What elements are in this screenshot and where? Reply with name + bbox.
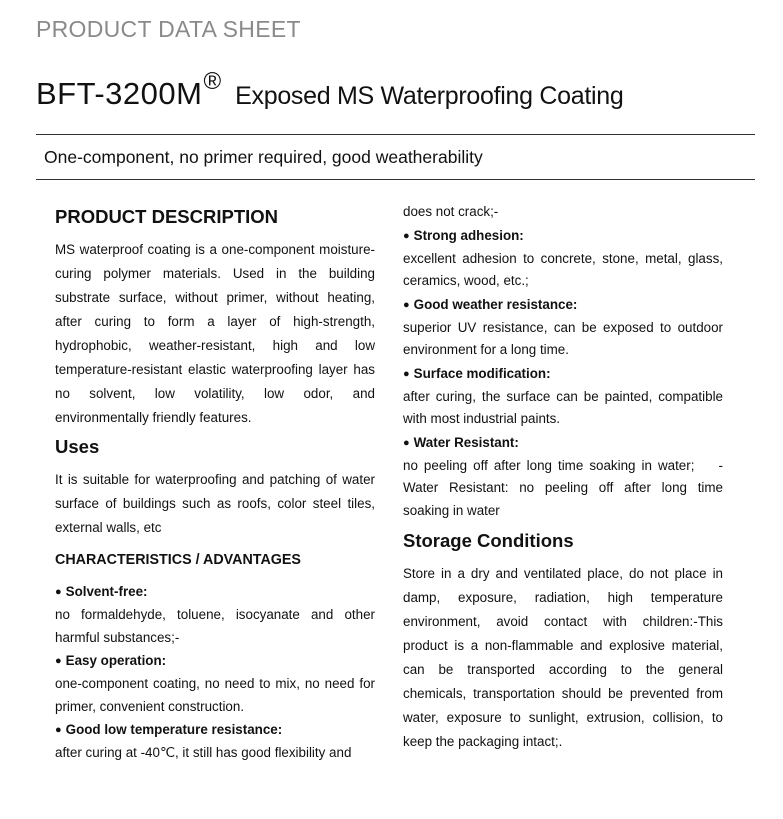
feature-title: ● Strong adhesion: <box>403 227 524 243</box>
product-title <box>36 68 623 112</box>
bullet-icon: ● <box>403 367 410 380</box>
feature-title: ● Surface modification: <box>403 365 551 381</box>
storage-text: Store in a dry and ventilated place, do not place in damp, exposure, radiation, high temperature environment, avoid contact with children:-This product is a non-flammable and explosive material, can be transported according to the general chemicals, transportation should be prevented from water, exposure to sunlight, extrusion, collision, to keep the packaging intact;. <box>403 566 723 749</box>
top-divider <box>36 134 755 135</box>
bullet-icon: ● <box>55 655 62 667</box>
feature-text: no peeling off after long time soaking in water; - Water Resistant: no peeling off after long time soaking in water <box>403 457 723 518</box>
characteristics-heading: CHARACTERISTICS / ADVANTAGES <box>55 552 301 568</box>
uses-text: It is suitable for waterproofing and patching of water surface of buildings such as roofs, color steel tiles, external walls, etc <box>55 472 375 535</box>
bullet-icon: ● <box>403 298 410 311</box>
left-column <box>55 204 375 765</box>
uses-heading: Uses <box>55 436 100 457</box>
feature-title: ● Good low temperature resistance: <box>55 722 283 737</box>
description-text: MS waterproof coating is a one-component moisture-curing polymer materials. Used in the building substrate surface, without primer, without heating, after curing to form a layer of high-strength, hydrophobic, weather-resistant, high and low temperature-resistant elastic waterproofing layer has no solvent, low volatility, low odor, and environmentally friendly features. <box>55 242 375 425</box>
feature-text: after curing at -40℃, it still has good flexibility and <box>55 745 352 760</box>
bullet-icon: ● <box>403 229 410 242</box>
bullet-icon: ● <box>403 436 410 449</box>
storage-heading: Storage Conditions <box>403 530 574 551</box>
feature-title: ● Easy operation: <box>55 653 167 668</box>
continued-text: does not crack;- <box>403 204 499 219</box>
feature-text: one-component coating, no need to mix, no need for primer, convenient construction. <box>55 676 375 714</box>
feature-text: excellent adhesion to concrete, stone, metal, glass, ceramics, wood, etc.; <box>403 250 723 288</box>
feature-text: superior UV resistance, can be exposed to outdoor environment for a long time. <box>403 319 723 357</box>
feature-title: ● Water Resistant: <box>403 434 519 450</box>
bottom-divider <box>36 179 755 180</box>
product-name: Exposed MS Waterproofing Coating <box>235 82 624 110</box>
product-tagline: One-component, no primer required, good weatherability <box>44 147 483 167</box>
bullet-icon: ● <box>55 724 62 736</box>
feature-text: after curing, the surface can be painted, compatible with most industrial paints. <box>403 388 723 426</box>
right-column <box>403 201 723 754</box>
feature-title: ● Good weather resistance: <box>403 296 578 312</box>
document-header-label: PRODUCT DATA SHEET <box>36 16 301 42</box>
product-code: BFT-3200M <box>36 76 203 111</box>
feature-text: no formaldehyde, toluene, isocyanate and other harmful substances;- <box>55 607 375 645</box>
feature-title: ● Solvent-free: <box>55 584 148 599</box>
registered-mark: ® <box>203 68 222 95</box>
bullet-icon: ● <box>55 586 62 598</box>
description-heading: PRODUCT DESCRIPTION <box>55 206 279 227</box>
